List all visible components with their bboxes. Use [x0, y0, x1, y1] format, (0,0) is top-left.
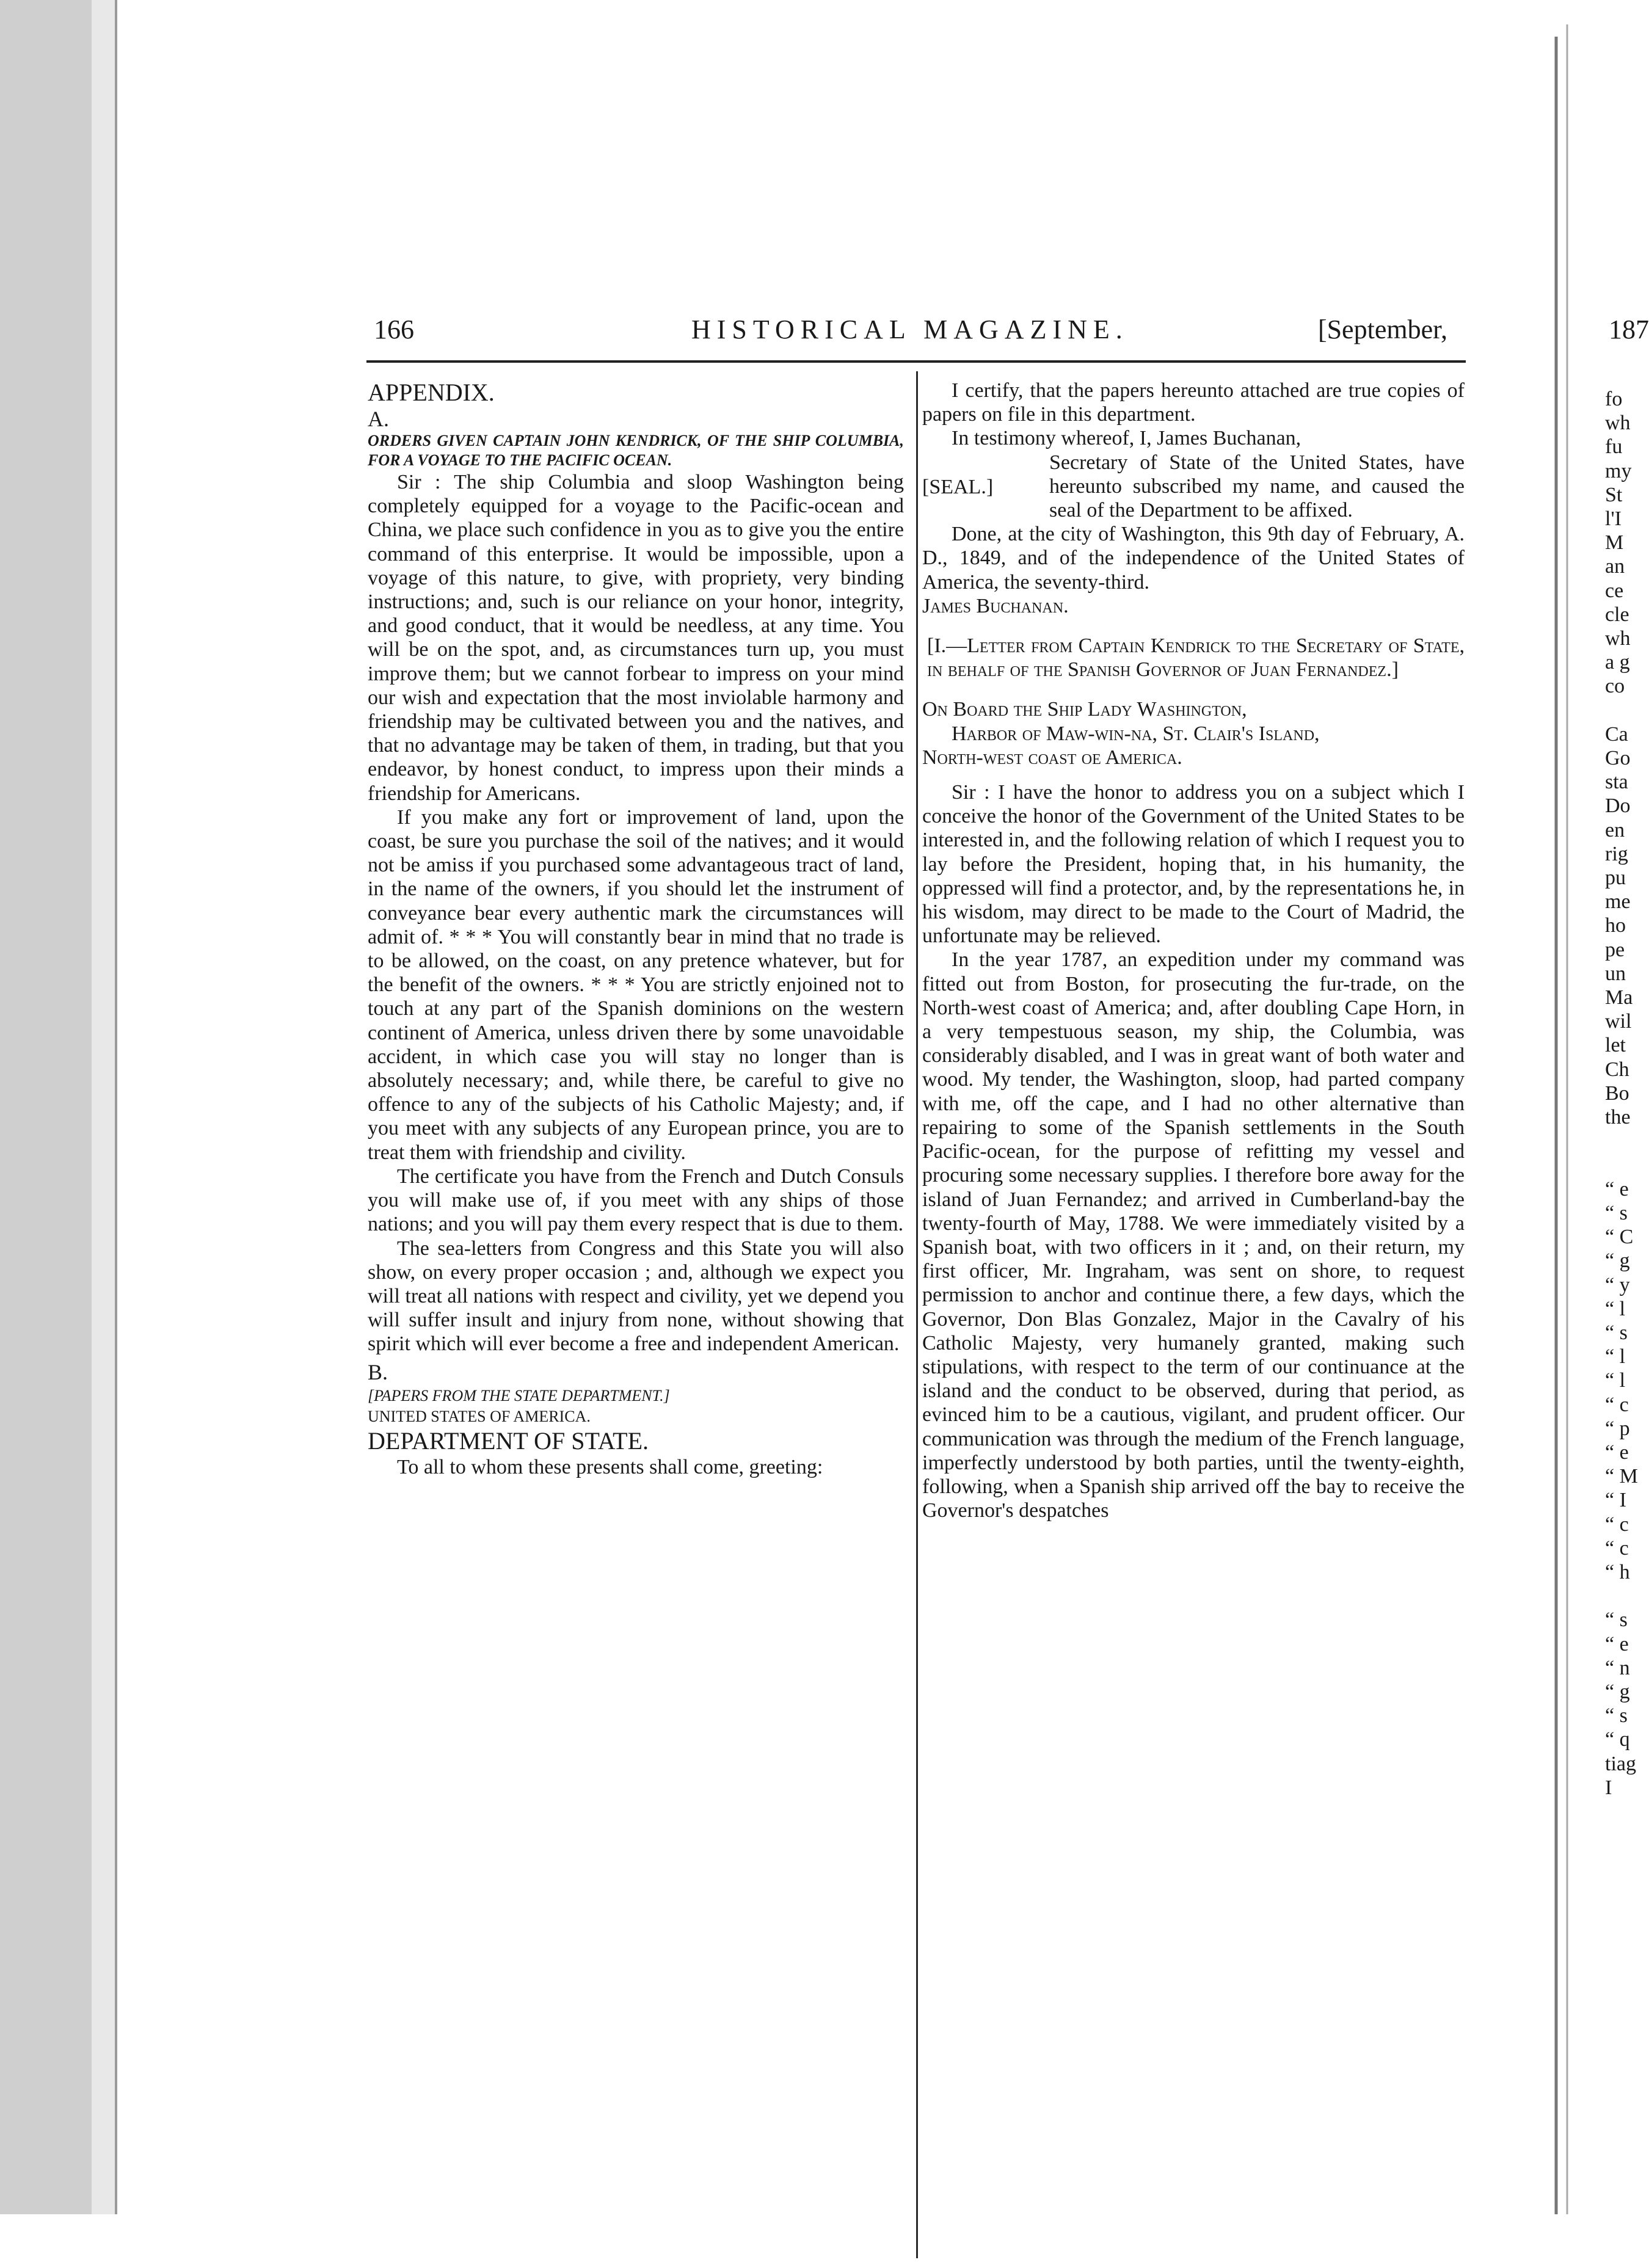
certify-paragraph: I certify, that the papers hereunto attached are true copies of papers on file in this department. — [922, 379, 1465, 426]
facing-page-year: 187 — [1609, 314, 1649, 344]
address-line-2: Harbor of Maw-win-na, St. Clair's Island, — [952, 722, 1320, 745]
address-line-3: North-west coast oe America. — [922, 746, 1182, 769]
facing-page-text: fo wh fu my St l'I M an ce cle wh a g co Ca Go sta Do en rig pu me ho pe un Ma wil let Ch Bo the “ e “ s “ C “ g “ y “ l “ s “ l “ l “ c “ p “ e “ M “ I “ c “ c “ h “ s “ e “ n “ g “ s “ q tiag I — [1605, 388, 1638, 1799]
column-rule — [916, 371, 918, 2258]
facing-page-fragment — [1594, 314, 1649, 2268]
papers-heading: [PAPERS FROM THE STATE DEPARTMENT.] — [368, 1386, 670, 1405]
orders-heading: ORDERS GIVEN CAPTAIN JOHN KENDRICK, OF THE SHIP COLUMBIA, FOR A VOYAGE TO THE PACIFIC OCEAN. — [368, 432, 904, 469]
running-title: HISTORICAL MAGAZINE. — [691, 314, 1129, 344]
orders-paragraph-3: The certificate you have from the French and Dutch Consuls you will make use of, if you meet with any ships of those nations; and you will pay them every respect that is due to them. — [368, 1165, 904, 1236]
seal-label: [SEAL.] — [922, 475, 994, 498]
right-column — [922, 379, 1465, 1522]
left-page-edge — [92, 0, 116, 2214]
department-title: DEPARTMENT OF STATE. — [368, 1427, 649, 1455]
running-header — [374, 314, 1447, 351]
usa-line: UNITED STATES OF AMERICA. — [368, 1407, 591, 1425]
testimony-line: In testimony whereof, I, James Buchanan, — [952, 427, 1301, 450]
section-a-label: A. — [368, 407, 389, 431]
greeting: To all to whom these presents shall come, greeting: — [397, 1455, 823, 1478]
left-column — [368, 379, 904, 1479]
running-date: [September, — [1317, 314, 1447, 344]
orders-paragraph-4: The sea-letters from Congress and this State you will also show, on every proper occasion ; and, although we expect you will treat all nations with respect and civility, yet we depend you will suffer insult and injury from none, without showing that spirit which will ever become a free and independent American. — [368, 1237, 904, 1356]
address-line-1: On Board the Ship Lady Washington, — [922, 698, 1247, 721]
left-binding-shadow — [0, 0, 92, 2214]
letter-paragraph-2: In the year 1787, an expedition under my command was fitted out from Boston, for prosecuting the fur-trade, on the North-west coast of America; and, after doubling Cape Horn, in a very tempestuous season, my ship, the Columbia, was considerably disabled, and I was in great want of both water and wood. My tender, the Washington, sloop, had parted company with me, off the cape, and I had no other alternative than repairing to some of the Spanish settlements in the South Pacific-ocean, for the purpose of refitting my vessel and procuring some necessary supplies. I therefore bore away for the island of Juan Fernandez; and arrived in Cumberland-bay the twenty-fourth of May, 1788. We were immediately visited by a Spanish boat, with two officers in it ; and, on their return, my first officer, Mr. Ingraham, was sent on shore, to request permission to anchor and continue there, a few days, which the Governor, Don Blas Gonzalez, Major in the Cavalry of his Catholic Majesty, very humanely granted, making such stipulations, with respect to the term of our continuance at the island and the conduct to be observed, during that period, as evinced him to be a cautious, vigilant, and prudent officer. Our communication was through the medium of the French language, imperfectly understood by both parties, until the twenty-eighth, following, when a Spanish ship arrived off the bay to receive the Governor's despatches — [922, 948, 1465, 1522]
letter-paragraph-1: Sir : I have the honor to address you on a subject which I conceive the honor of the Government of the United States to be interested in, and the following relation of which I request you to lay before the President, hoping that, in his humanity, the oppressed will find a protector, and, by the representations he, in his wisdom, may direct to be made to the Court of Madrid, the unfortunate may be relieved. — [922, 781, 1465, 948]
signature: James Buchanan. — [922, 594, 1069, 617]
orders-paragraph-1: Sir : The ship Columbia and sloop Washington being completely equipped for a voyage to the Pacific-ocean and China, we place such confidence in you as to give you the entire command of this enterprise. It would be impossible, upon a voyage of this nature, to give, with propriety, very binding instructions; and, such is our reliance on your honor, integrity, and good conduct, that it would be needless, at any time. You will be on the spot, and, as circumstances turn up, you must improve them; but we cannot forbear to impress on your mind our wish and expectation that the most inviolable harmony and friendship may be cultivated between you and the natives, and that no advantage may be taken of them, in trading, but that you endeavor, by honest conduct, to impress upon their minds a friendship for Americans. — [368, 471, 904, 805]
header-rule — [366, 360, 1466, 363]
orders-paragraph-2: If you make any fort or improvement of land, upon the coast, be sure you purchase the soil of the natives; and it would not be amiss if you purchased some advantageous tract of land, in the name of the owners, if you should let the instrument of conveyance bear every authentic mark the circumstances will admit of. * * * You will constantly bear in mind that no trade is to be allowed, on the coast, on any pretence whatever, but for the benefit of the owners. * * * You are strictly enjoined not to touch at any part of the Spanish dominions on the western continent of America, unless driven there by some unavoidable accident, in which case you will stay no longer than is absolutely necessary; and, while there, be careful to give no offence to any of the subjects of his Catholic Majesty; and, if you meet with any subjects of any European prince, you are to treat them with friendship and civility. — [368, 805, 904, 1164]
appendix-title: APPENDIX. — [368, 379, 495, 406]
done-paragraph: Done, at the city of Washington, this 9th day of February, A. D., 1849, and of the independence of the United States of America, the seventy-third. — [922, 523, 1465, 594]
letter-heading: [I.—Letter from Captain Kendrick to the Secretary of State, in behalf of the Spanish Governor of Juan Fernandez.] — [927, 634, 1465, 681]
page-number: 166 — [374, 314, 414, 344]
seal-block — [922, 451, 1465, 523]
section-b-label: B. — [368, 1359, 388, 1384]
seal-text: Secretary of State of the United States, have hereunto subscribed my name, and caused the seal of the Department to be affixed. — [1049, 451, 1465, 522]
